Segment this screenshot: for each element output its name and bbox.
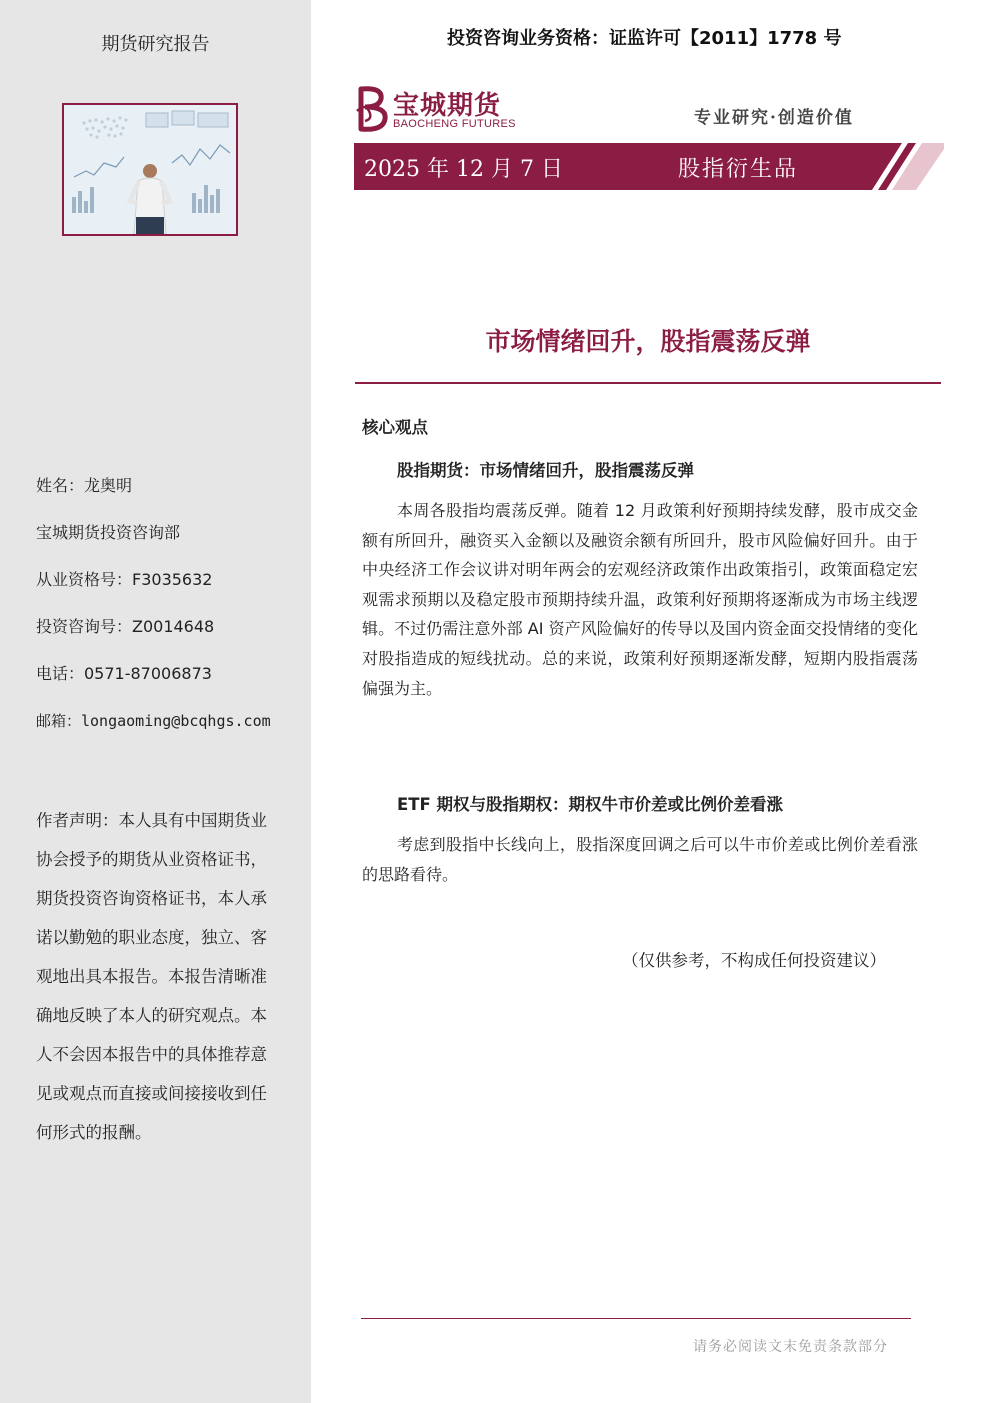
core-view-heading: 核心观点 <box>362 418 428 437</box>
slogan: 专业研究·创造价值 <box>694 108 854 128</box>
options-paragraph: 考虑到股指中长线向上，股指深度回调之后可以牛市价差或比例价差看涨的思路看待。 <box>362 835 918 884</box>
author-qualification: 从业资格号：F3035632 <box>36 570 213 589</box>
author-department: 宝城期货投资咨询部 <box>36 523 181 542</box>
disclaimer: （仅供参考，不构成任何投资建议） <box>622 951 886 970</box>
license-text: 投资咨询业务资格：证监许可【2011】1778 号 <box>447 28 842 49</box>
report-category: 股指衍生品 <box>678 157 799 182</box>
author-consult-number: 投资咨询号：Z0014648 <box>36 617 215 636</box>
report-date: 2025 年 12 月 7 日 <box>364 157 563 182</box>
options-heading: ETF 期权与股指期权：期权牛市价差或比例价差看涨 <box>397 795 784 814</box>
author-info <box>36 475 306 757</box>
futures-paragraph: 本周各股指均震荡反弹。随着 12 月政策利好预期持续发酵，股市成交金额有所回升，融资买入金额以及融资余额有所回升，股市风险偏好回升。由于中央经济工作会议讲对明年两会的宏观经济政策作出政策指引，政策面稳定宏观需求预期以及稳定股市预期持续升温，政策利好预期将逐渐成为市场主线逻辑。不过仍需注意外部 AI 资产风险偏好的传导以及国内资金面交投情绪的变化对股指造成的短线扰动。总的来说，政策利好预期逐渐发酵，短期内股指震荡偏强为主。 <box>362 501 918 698</box>
date-banner <box>354 143 944 190</box>
author-phone: 电话：0571-87006873 <box>36 664 212 683</box>
cover-image <box>62 103 238 236</box>
author-statement: 作者声明：本人具有中国期货业协会授予的期货从业资格证书，期货投资咨询资格证书，本人承诺以勤勉的职业态度，独立、客观地出具本报告。本报告清晰准确地反映了本人的研究观点。本人不会因本报告中的具体推荐意见或观点而直接或间接接收到任何形式的报酬。 <box>36 811 267 1142</box>
logo-english-name: BAOCHENG FUTURES <box>393 118 516 130</box>
author-email: 邮箱：longaoming@bcqhgs.com <box>36 712 271 730</box>
company-logo <box>355 85 525 133</box>
logo-b-icon <box>355 85 391 133</box>
author-name: 姓名：龙奥明 <box>36 476 133 495</box>
futures-heading: 股指期货：市场情绪回升，股指震荡反弹 <box>397 461 694 480</box>
analyst-screens-illustration <box>64 105 236 234</box>
report-title: 市场情绪回升，股指震荡反弹 <box>485 327 811 356</box>
title-divider <box>355 382 941 384</box>
footer-note: 请务必阅读文末免责条款部分 <box>693 1339 888 1355</box>
report-type-label: 期货研究报告 <box>101 34 210 55</box>
footer-divider <box>361 1318 911 1319</box>
logo-chinese-name: 宝城期货 <box>393 91 502 121</box>
sidebar <box>0 0 311 1403</box>
